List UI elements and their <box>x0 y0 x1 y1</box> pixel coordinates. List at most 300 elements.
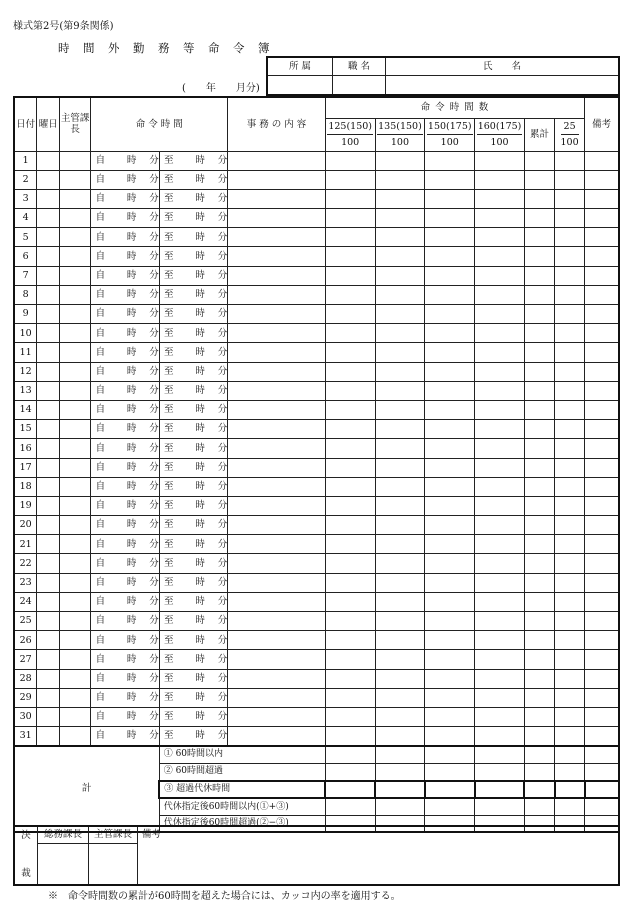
total-value-cell[interactable] <box>555 763 585 781</box>
hours-cell[interactable] <box>475 420 525 439</box>
manager-stamp-cell[interactable] <box>60 592 91 611</box>
remarks-cell[interactable] <box>585 343 619 362</box>
total-value-cell[interactable] <box>325 763 375 781</box>
hours-cell[interactable] <box>475 477 525 496</box>
remarks-cell[interactable] <box>585 189 619 208</box>
content-cell[interactable] <box>228 669 326 688</box>
hours-cell[interactable] <box>425 324 475 343</box>
content-cell[interactable] <box>228 362 326 381</box>
hours-cell[interactable] <box>375 458 425 477</box>
manager-stamp-cell[interactable] <box>60 400 91 419</box>
weekday-cell[interactable] <box>37 516 60 535</box>
hours-cell[interactable] <box>325 266 375 285</box>
hours-cell[interactable] <box>375 189 425 208</box>
manager-stamp-cell[interactable] <box>60 324 91 343</box>
hours-cell[interactable] <box>475 285 525 304</box>
remarks-cell[interactable] <box>585 247 619 266</box>
weekday-cell[interactable] <box>37 496 60 515</box>
weekday-cell[interactable] <box>37 324 60 343</box>
hours-cell[interactable] <box>375 707 425 726</box>
manager-stamp-cell[interactable] <box>60 228 91 247</box>
hours-cell[interactable] <box>375 285 425 304</box>
total-value-cell[interactable] <box>425 746 475 764</box>
rate-25-cell[interactable] <box>555 170 585 189</box>
total-value-cell[interactable] <box>375 781 425 799</box>
hours-cell[interactable] <box>475 170 525 189</box>
hours-cell[interactable] <box>425 170 475 189</box>
hours-cell[interactable] <box>425 362 475 381</box>
weekday-cell[interactable] <box>37 151 60 170</box>
cumulative-cell[interactable] <box>524 612 554 631</box>
weekday-cell[interactable] <box>37 400 60 419</box>
remarks-cell[interactable] <box>585 592 619 611</box>
dept-field[interactable] <box>267 75 333 95</box>
name-field[interactable] <box>386 75 620 95</box>
weekday-cell[interactable] <box>37 362 60 381</box>
hours-cell[interactable] <box>325 516 375 535</box>
manager-stamp-cell[interactable] <box>60 612 91 631</box>
weekday-cell[interactable] <box>37 688 60 707</box>
remarks-cell[interactable] <box>585 458 619 477</box>
hours-cell[interactable] <box>475 592 525 611</box>
cumulative-cell[interactable] <box>524 400 554 419</box>
manager-stamp-cell[interactable] <box>60 477 91 496</box>
cumulative-cell[interactable] <box>524 324 554 343</box>
content-cell[interactable] <box>228 189 326 208</box>
hours-cell[interactable] <box>325 151 375 170</box>
hours-cell[interactable] <box>425 477 475 496</box>
manager-stamp-cell[interactable] <box>60 381 91 400</box>
cumulative-cell[interactable] <box>524 151 554 170</box>
cumulative-cell[interactable] <box>524 458 554 477</box>
rate-25-cell[interactable] <box>555 266 585 285</box>
hours-cell[interactable] <box>325 592 375 611</box>
hours-cell[interactable] <box>425 592 475 611</box>
rate-25-cell[interactable] <box>555 400 585 419</box>
remarks-cell[interactable] <box>585 535 619 554</box>
remarks-cell[interactable] <box>585 209 619 228</box>
hours-cell[interactable] <box>425 669 475 688</box>
weekday-cell[interactable] <box>37 343 60 362</box>
hours-cell[interactable] <box>375 400 425 419</box>
total-value-cell[interactable] <box>425 763 475 781</box>
remarks-cell[interactable] <box>585 707 619 726</box>
content-cell[interactable] <box>228 688 326 707</box>
total-value-cell[interactable] <box>585 746 619 764</box>
hours-cell[interactable] <box>325 669 375 688</box>
cumulative-cell[interactable] <box>524 420 554 439</box>
hours-cell[interactable] <box>425 439 475 458</box>
manager-stamp[interactable] <box>89 843 138 885</box>
content-cell[interactable] <box>228 592 326 611</box>
hours-cell[interactable] <box>375 612 425 631</box>
hours-cell[interactable] <box>425 516 475 535</box>
content-cell[interactable] <box>228 612 326 631</box>
weekday-cell[interactable] <box>37 247 60 266</box>
remarks-cell[interactable] <box>585 554 619 573</box>
weekday-cell[interactable] <box>37 554 60 573</box>
cumulative-cell[interactable] <box>524 189 554 208</box>
hours-cell[interactable] <box>425 535 475 554</box>
hours-cell[interactable] <box>325 496 375 515</box>
content-cell[interactable] <box>228 381 326 400</box>
total-value-cell[interactable] <box>475 763 525 781</box>
manager-stamp-cell[interactable] <box>60 573 91 592</box>
rate-25-cell[interactable] <box>555 631 585 650</box>
manager-stamp-cell[interactable] <box>60 516 91 535</box>
cumulative-cell[interactable] <box>524 688 554 707</box>
weekday-cell[interactable] <box>37 458 60 477</box>
hours-cell[interactable] <box>475 305 525 324</box>
weekday-cell[interactable] <box>37 535 60 554</box>
hours-cell[interactable] <box>325 439 375 458</box>
content-cell[interactable] <box>228 554 326 573</box>
rate-25-cell[interactable] <box>555 228 585 247</box>
hours-cell[interactable] <box>325 170 375 189</box>
weekday-cell[interactable] <box>37 266 60 285</box>
cumulative-cell[interactable] <box>524 650 554 669</box>
manager-stamp-cell[interactable] <box>60 631 91 650</box>
weekday-cell[interactable] <box>37 305 60 324</box>
cumulative-cell[interactable] <box>524 285 554 304</box>
hours-cell[interactable] <box>375 727 425 746</box>
rate-25-cell[interactable] <box>555 669 585 688</box>
hours-cell[interactable] <box>425 727 475 746</box>
hours-cell[interactable] <box>425 381 475 400</box>
general-manager-stamp[interactable] <box>38 843 89 885</box>
weekday-cell[interactable] <box>37 650 60 669</box>
hours-cell[interactable] <box>325 420 375 439</box>
content-cell[interactable] <box>228 324 326 343</box>
rate-25-cell[interactable] <box>555 343 585 362</box>
cumulative-cell[interactable] <box>524 247 554 266</box>
total-value-cell[interactable] <box>475 781 525 799</box>
cumulative-cell[interactable] <box>524 439 554 458</box>
cumulative-cell[interactable] <box>524 573 554 592</box>
hours-cell[interactable] <box>475 228 525 247</box>
remarks-cell[interactable] <box>585 400 619 419</box>
content-cell[interactable] <box>228 573 326 592</box>
hours-cell[interactable] <box>425 554 475 573</box>
weekday-cell[interactable] <box>37 228 60 247</box>
weekday-cell[interactable] <box>37 439 60 458</box>
hours-cell[interactable] <box>475 516 525 535</box>
hours-cell[interactable] <box>325 554 375 573</box>
hours-cell[interactable] <box>425 707 475 726</box>
rate-25-cell[interactable] <box>555 592 585 611</box>
manager-stamp-cell[interactable] <box>60 554 91 573</box>
remarks-cell[interactable] <box>585 420 619 439</box>
hours-cell[interactable] <box>475 496 525 515</box>
hours-cell[interactable] <box>475 458 525 477</box>
cumulative-cell[interactable] <box>524 228 554 247</box>
manager-stamp-cell[interactable] <box>60 151 91 170</box>
hours-cell[interactable] <box>325 285 375 304</box>
content-cell[interactable] <box>228 727 326 746</box>
hours-cell[interactable] <box>425 189 475 208</box>
content-cell[interactable] <box>228 228 326 247</box>
hours-cell[interactable] <box>425 496 475 515</box>
hours-cell[interactable] <box>425 612 475 631</box>
hours-cell[interactable] <box>375 420 425 439</box>
rate-25-cell[interactable] <box>555 285 585 304</box>
content-cell[interactable] <box>228 209 326 228</box>
weekday-cell[interactable] <box>37 612 60 631</box>
hours-cell[interactable] <box>425 400 475 419</box>
rate-25-cell[interactable] <box>555 458 585 477</box>
content-cell[interactable] <box>228 707 326 726</box>
hours-cell[interactable] <box>325 612 375 631</box>
hours-cell[interactable] <box>425 688 475 707</box>
remarks-cell[interactable] <box>585 170 619 189</box>
rate-25-cell[interactable] <box>555 189 585 208</box>
hours-cell[interactable] <box>475 343 525 362</box>
hours-cell[interactable] <box>375 247 425 266</box>
hours-cell[interactable] <box>475 151 525 170</box>
weekday-cell[interactable] <box>37 381 60 400</box>
hours-cell[interactable] <box>375 343 425 362</box>
rate-25-cell[interactable] <box>555 362 585 381</box>
weekday-cell[interactable] <box>37 170 60 189</box>
remarks-cell[interactable] <box>585 362 619 381</box>
hours-cell[interactable] <box>375 305 425 324</box>
rate-25-cell[interactable] <box>555 496 585 515</box>
rate-25-cell[interactable] <box>555 247 585 266</box>
content-cell[interactable] <box>228 496 326 515</box>
total-value-cell[interactable] <box>585 798 619 815</box>
cumulative-cell[interactable] <box>524 707 554 726</box>
hours-cell[interactable] <box>475 707 525 726</box>
manager-stamp-cell[interactable] <box>60 285 91 304</box>
rate-25-cell[interactable] <box>555 573 585 592</box>
rate-25-cell[interactable] <box>555 305 585 324</box>
hours-cell[interactable] <box>425 151 475 170</box>
weekday-cell[interactable] <box>37 420 60 439</box>
manager-stamp-cell[interactable] <box>60 727 91 746</box>
rate-25-cell[interactable] <box>555 439 585 458</box>
weekday-cell[interactable] <box>37 573 60 592</box>
content-cell[interactable] <box>228 400 326 419</box>
rate-25-cell[interactable] <box>555 612 585 631</box>
cumulative-cell[interactable] <box>524 362 554 381</box>
cumulative-cell[interactable] <box>524 170 554 189</box>
hours-cell[interactable] <box>425 573 475 592</box>
hours-cell[interactable] <box>475 650 525 669</box>
weekday-cell[interactable] <box>37 727 60 746</box>
hours-cell[interactable] <box>325 535 375 554</box>
content-cell[interactable] <box>228 458 326 477</box>
hours-cell[interactable] <box>475 362 525 381</box>
hours-cell[interactable] <box>375 362 425 381</box>
remarks-cell[interactable] <box>585 439 619 458</box>
remarks-cell[interactable] <box>585 228 619 247</box>
remarks-cell[interactable] <box>585 496 619 515</box>
cumulative-cell[interactable] <box>524 477 554 496</box>
hours-cell[interactable] <box>425 631 475 650</box>
hours-cell[interactable] <box>375 209 425 228</box>
hours-cell[interactable] <box>475 400 525 419</box>
hours-cell[interactable] <box>475 381 525 400</box>
manager-stamp-cell[interactable] <box>60 458 91 477</box>
rate-25-cell[interactable] <box>555 477 585 496</box>
total-value-cell[interactable] <box>585 763 619 781</box>
total-value-cell[interactable] <box>475 798 525 815</box>
rate-25-cell[interactable] <box>555 516 585 535</box>
total-value-cell[interactable] <box>585 781 619 799</box>
hours-cell[interactable] <box>475 439 525 458</box>
hours-cell[interactable] <box>325 343 375 362</box>
hours-cell[interactable] <box>475 727 525 746</box>
hours-cell[interactable] <box>425 305 475 324</box>
manager-stamp-cell[interactable] <box>60 669 91 688</box>
manager-stamp-cell[interactable] <box>60 439 91 458</box>
hours-cell[interactable] <box>375 496 425 515</box>
hours-cell[interactable] <box>375 688 425 707</box>
rate-25-cell[interactable] <box>555 324 585 343</box>
manager-stamp-cell[interactable] <box>60 170 91 189</box>
hours-cell[interactable] <box>325 209 375 228</box>
manager-stamp-cell[interactable] <box>60 535 91 554</box>
hours-cell[interactable] <box>425 228 475 247</box>
content-cell[interactable] <box>228 631 326 650</box>
position-field[interactable] <box>333 75 386 95</box>
rate-25-cell[interactable] <box>555 688 585 707</box>
remarks-cell[interactable] <box>585 727 619 746</box>
remarks-cell[interactable] <box>585 266 619 285</box>
remarks-cell[interactable] <box>585 573 619 592</box>
hours-cell[interactable] <box>325 228 375 247</box>
hours-cell[interactable] <box>325 324 375 343</box>
hours-cell[interactable] <box>375 516 425 535</box>
total-value-cell[interactable] <box>375 763 425 781</box>
total-value-cell[interactable] <box>524 763 554 781</box>
hours-cell[interactable] <box>375 592 425 611</box>
total-value-cell[interactable] <box>555 798 585 815</box>
hours-cell[interactable] <box>375 554 425 573</box>
content-cell[interactable] <box>228 170 326 189</box>
hours-cell[interactable] <box>325 305 375 324</box>
content-cell[interactable] <box>228 266 326 285</box>
hours-cell[interactable] <box>475 631 525 650</box>
total-value-cell[interactable] <box>375 798 425 815</box>
cumulative-cell[interactable] <box>524 209 554 228</box>
hours-cell[interactable] <box>375 151 425 170</box>
content-cell[interactable] <box>228 650 326 669</box>
total-value-cell[interactable] <box>325 798 375 815</box>
manager-stamp-cell[interactable] <box>60 362 91 381</box>
weekday-cell[interactable] <box>37 669 60 688</box>
remarks-cell[interactable] <box>585 669 619 688</box>
content-cell[interactable] <box>228 305 326 324</box>
hours-cell[interactable] <box>375 439 425 458</box>
content-cell[interactable] <box>228 439 326 458</box>
rate-25-cell[interactable] <box>555 381 585 400</box>
hours-cell[interactable] <box>375 535 425 554</box>
remarks-cell[interactable] <box>585 688 619 707</box>
manager-stamp-cell[interactable] <box>60 189 91 208</box>
cumulative-cell[interactable] <box>524 535 554 554</box>
hours-cell[interactable] <box>375 324 425 343</box>
hours-cell[interactable] <box>325 381 375 400</box>
hours-cell[interactable] <box>375 650 425 669</box>
total-value-cell[interactable] <box>475 746 525 764</box>
weekday-cell[interactable] <box>37 209 60 228</box>
total-value-cell[interactable] <box>524 781 554 799</box>
hours-cell[interactable] <box>475 247 525 266</box>
hours-cell[interactable] <box>425 420 475 439</box>
rate-25-cell[interactable] <box>555 554 585 573</box>
total-value-cell[interactable] <box>375 746 425 764</box>
hours-cell[interactable] <box>375 228 425 247</box>
hours-cell[interactable] <box>425 285 475 304</box>
hours-cell[interactable] <box>475 209 525 228</box>
hours-cell[interactable] <box>325 189 375 208</box>
content-cell[interactable] <box>228 343 326 362</box>
hours-cell[interactable] <box>425 343 475 362</box>
cumulative-cell[interactable] <box>524 343 554 362</box>
hours-cell[interactable] <box>325 727 375 746</box>
hours-cell[interactable] <box>475 669 525 688</box>
content-cell[interactable] <box>228 285 326 304</box>
weekday-cell[interactable] <box>37 592 60 611</box>
rate-25-cell[interactable] <box>555 535 585 554</box>
manager-stamp-cell[interactable] <box>60 266 91 285</box>
remarks-cell[interactable] <box>585 612 619 631</box>
hours-cell[interactable] <box>325 477 375 496</box>
hours-cell[interactable] <box>325 631 375 650</box>
cumulative-cell[interactable] <box>524 496 554 515</box>
cumulative-cell[interactable] <box>524 592 554 611</box>
content-cell[interactable] <box>228 151 326 170</box>
hours-cell[interactable] <box>475 554 525 573</box>
hours-cell[interactable] <box>375 631 425 650</box>
total-value-cell[interactable] <box>425 798 475 815</box>
hours-cell[interactable] <box>325 247 375 266</box>
hours-cell[interactable] <box>325 688 375 707</box>
manager-stamp-cell[interactable] <box>60 650 91 669</box>
rate-25-cell[interactable] <box>555 650 585 669</box>
content-cell[interactable] <box>228 420 326 439</box>
cumulative-cell[interactable] <box>524 516 554 535</box>
cumulative-cell[interactable] <box>524 631 554 650</box>
manager-stamp-cell[interactable] <box>60 343 91 362</box>
hours-cell[interactable] <box>425 209 475 228</box>
cumulative-cell[interactable] <box>524 669 554 688</box>
manager-stamp-cell[interactable] <box>60 420 91 439</box>
weekday-cell[interactable] <box>37 477 60 496</box>
content-cell[interactable] <box>228 516 326 535</box>
remarks-cell[interactable] <box>585 151 619 170</box>
weekday-cell[interactable] <box>37 707 60 726</box>
remarks-cell[interactable] <box>585 324 619 343</box>
hours-cell[interactable] <box>375 477 425 496</box>
rate-25-cell[interactable] <box>555 420 585 439</box>
remarks-cell[interactable] <box>585 381 619 400</box>
content-cell[interactable] <box>228 535 326 554</box>
hours-cell[interactable] <box>325 400 375 419</box>
manager-stamp-cell[interactable] <box>60 688 91 707</box>
hours-cell[interactable] <box>425 650 475 669</box>
weekday-cell[interactable] <box>37 631 60 650</box>
rate-25-cell[interactable] <box>555 151 585 170</box>
hours-cell[interactable] <box>375 266 425 285</box>
hours-cell[interactable] <box>325 573 375 592</box>
remarks-cell[interactable] <box>585 516 619 535</box>
manager-stamp-cell[interactable] <box>60 305 91 324</box>
rate-25-cell[interactable] <box>555 209 585 228</box>
remarks-cell[interactable] <box>585 285 619 304</box>
hours-cell[interactable] <box>425 458 475 477</box>
